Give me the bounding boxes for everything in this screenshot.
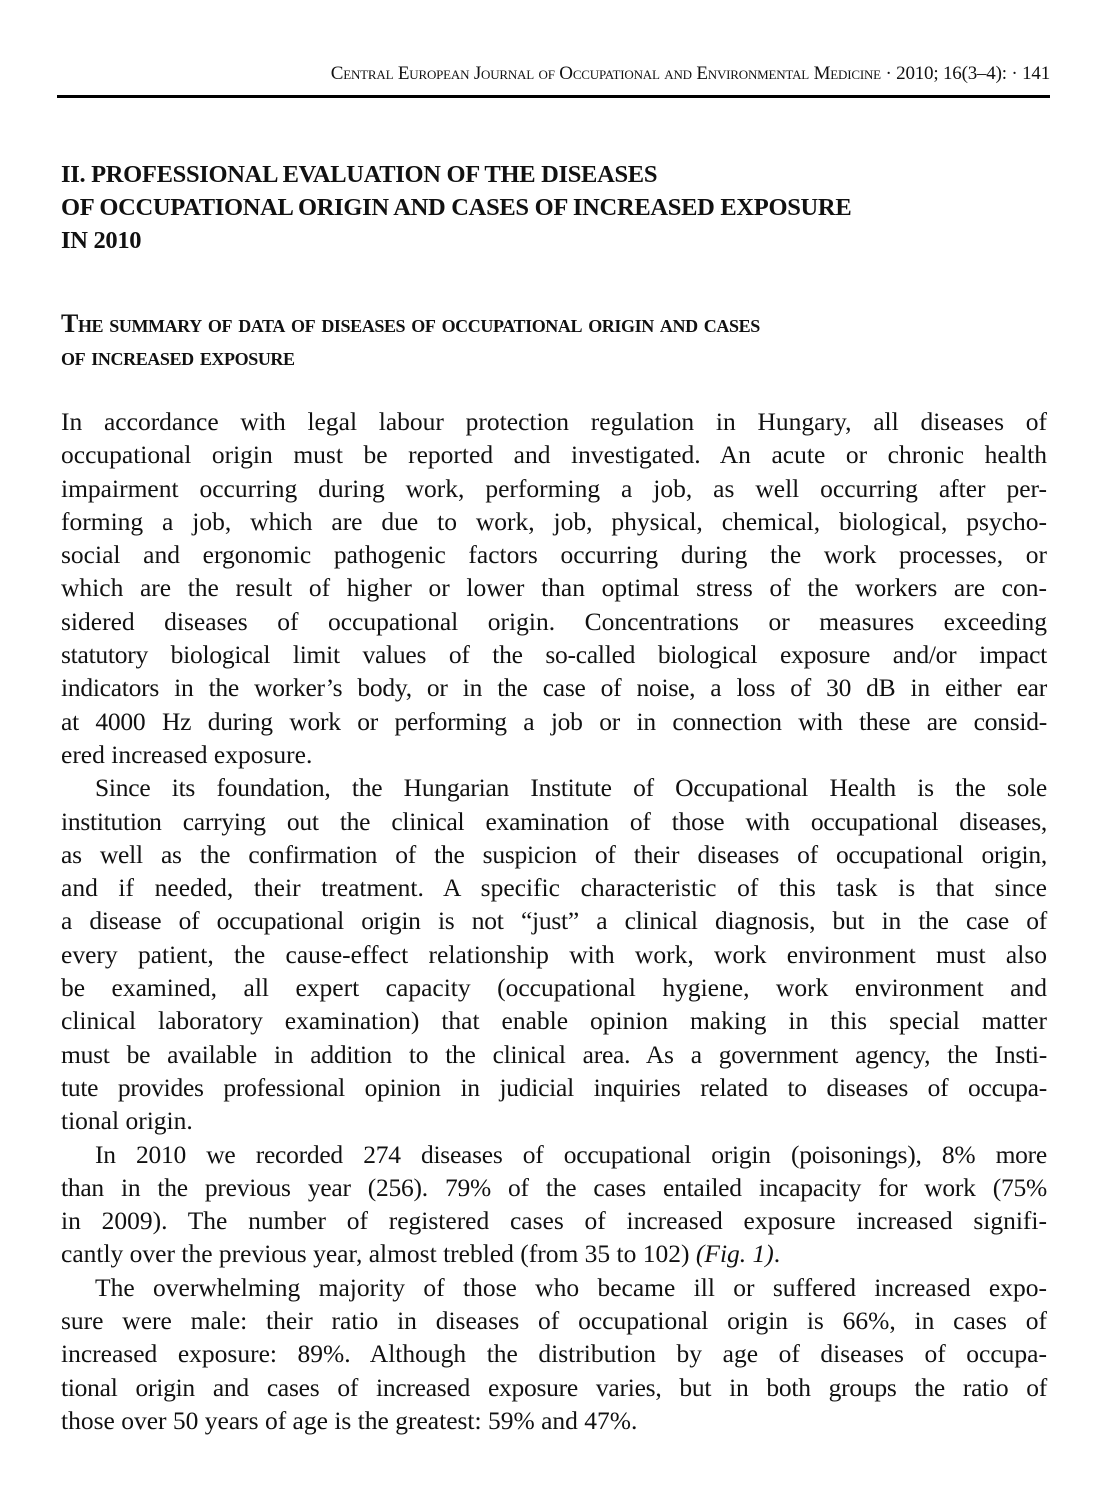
text-segment: .: [773, 1239, 781, 1269]
text-line: a disease of occupational origin is not “just” a clinical diagnosis, but in the case of: [61, 906, 1047, 936]
citation: 2010; 16(3–4):: [896, 63, 1007, 84]
text-line: social and ergonomic pathogenic factors occurring during the work processes, or: [61, 540, 1047, 570]
text-line: indicators in the worker’s body, or in the case of noise, a loss of 30 dB in either ear: [61, 673, 1047, 703]
header-separator: ·: [1011, 63, 1018, 84]
subsection-title-line: of increased exposure: [61, 342, 295, 371]
header-separator: ·: [885, 63, 892, 84]
text-line: Since its foundation, the Hungarian Institute of Occupational Health is the sole: [95, 773, 1047, 803]
text-line: tional origin.: [61, 1106, 193, 1136]
text-line: The overwhelming majority of those who became ill or suffered increased expo-: [95, 1272, 1047, 1302]
text-line: must be available in addition to the clinical area. As a government agency, the Insti-: [61, 1039, 1047, 1069]
journal-name: Central European Journal of Occupational and Environmental Medicine: [330, 63, 881, 84]
text-line: tute provides professional opinion in judicial inquiries related to diseases of occupa-: [61, 1072, 1047, 1102]
text-line: every patient, the cause-effect relationship with work, work environment must also: [61, 939, 1047, 969]
text-line: In 2010 we recorded 274 diseases of occupational origin (poisonings), 8% more: [95, 1139, 1047, 1169]
article-body: [61, 405, 1047, 1437]
text-line: statutory biological limit values of the so-called biological exposure and/or impact: [61, 640, 1047, 670]
text-line: increased exposure: 89%. Although the distribution by age of diseases of occupa-: [61, 1339, 1047, 1369]
text-line: impairment occurring during work, performing a job, as well occurring after per-: [61, 473, 1047, 503]
section-title-line: OF OCCUPATIONAL ORIGIN AND CASES OF INCREASED EXPOSURE: [61, 194, 852, 221]
text-line: institution carrying out the clinical examination of those with occupational diseases,: [61, 806, 1047, 836]
header-rule: [57, 95, 1050, 98]
text-line: clinical laboratory examination) that enable opinion making in this special matter: [61, 1006, 1047, 1036]
text-line: [61, 1237, 1047, 1270]
paragraph-legal-definition: [61, 405, 1047, 771]
subsection-title: [61, 307, 1051, 373]
text-segment: cantly over the previous year, almost trebled (from 35 to 102): [61, 1239, 690, 1269]
section-title: [61, 158, 1051, 257]
text-line: those over 50 years of age is the greatest: 59% and 47%.: [61, 1405, 638, 1435]
text-line: at 4000 Hz during work or performing a job or in connection with these are consid-: [61, 706, 1047, 736]
figure-reference[interactable]: (Fig. 1): [695, 1239, 774, 1269]
running-header: [60, 62, 1050, 86]
text-line: tional origin and cases of increased exposure varies, but in both groups the ratio of: [61, 1372, 1047, 1402]
paragraph-2010-statistics: [61, 1138, 1047, 1271]
paragraph-institute: [61, 771, 1047, 1137]
paragraph-demographics: [61, 1271, 1047, 1437]
section-title-line: II. PROFESSIONAL EVALUATION OF THE DISEASES: [61, 161, 658, 188]
text-line: as well as the confirmation of the suspicion of their diseases of occupational origin,: [61, 839, 1047, 869]
section-title-line: IN 2010: [61, 227, 142, 254]
text-line: in 2009). The number of registered cases of increased exposure increased signifi-: [61, 1206, 1047, 1236]
text-line: occupational origin must be reported and investigated. An acute or chronic health: [61, 440, 1047, 470]
text-line: ered increased exposure.: [61, 739, 313, 769]
text-line: In accordance with legal labour protection regulation in Hungary, all diseases of: [61, 407, 1047, 436]
text-line: sidered diseases of occupational origin. Concentrations or measures exceeding: [61, 606, 1047, 636]
text-line: than in the previous year (256). 79% of the cases entailed incapacity for work (75%: [61, 1172, 1047, 1202]
subsection-title-line: The summary of data of diseases of occupational origin and cases: [61, 309, 760, 338]
text-line: which are the result of higher or lower than optimal stress of the workers are con-: [61, 573, 1047, 603]
text-line: sure were male: their ratio in diseases of occupational origin is 66%, in cases of: [61, 1306, 1047, 1336]
text-line: forming a job, which are due to work, job, physical, chemical, biological, psycho-: [61, 506, 1047, 536]
text-line: and if needed, their treatment. A specific characteristic of this task is that since: [61, 873, 1047, 903]
text-line: be examined, all expert capacity (occupational hygiene, work environment and: [61, 973, 1047, 1003]
page-number: 141: [1022, 63, 1050, 84]
